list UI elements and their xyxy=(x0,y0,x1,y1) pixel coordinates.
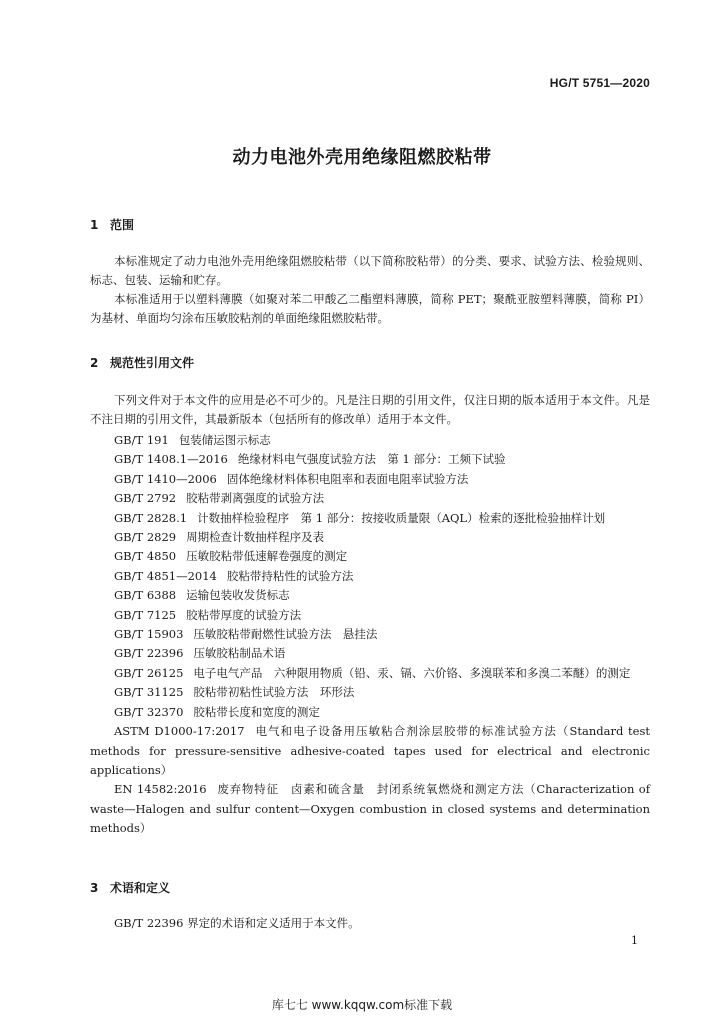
footer-watermark: 库七七 www.kqqw.com标准下载 xyxy=(271,998,453,1012)
standard-code: HG/T 5751—2020 xyxy=(549,76,650,90)
section-number: 3 xyxy=(90,881,99,895)
terms-paragraph: GB/T 22396 界定的术语和定义适用于本文件。 xyxy=(114,916,360,930)
reference-item: GB/T 4851—2014 胶粘带持粘性的试验方法 xyxy=(114,568,354,583)
reference-item: GB/T 32370 胶粘带长度和宽度的测定 xyxy=(114,704,320,719)
reference-item: GB/T 26125 电子电气产品 六种限用物质（铅、汞、镉、六价铬、多溴联苯和多溴二苯醚）的测定 xyxy=(114,665,631,680)
section-1-heading xyxy=(90,216,134,233)
scope-paragraph-2: 本标准适用于以塑料薄膜（如聚对苯二甲酸乙二酯塑料薄膜，简称 PET；聚酰亚胺塑料薄膜，简称 PI）为基材、单面均匀涂布压敏胶粘剂的单面绝缘阻燃胶粘带。 xyxy=(90,292,650,325)
reference-item: GB/T 15903 压敏胶粘带耐燃性试验方法 悬挂法 xyxy=(114,627,378,642)
reference-list xyxy=(90,431,650,839)
reference-item: GB/T 2792 胶粘带剥离强度的试验方法 xyxy=(114,491,325,506)
section-title: 术语和定义 xyxy=(110,881,171,895)
reference-item: GB/T 31125 胶粘带初粘性试验方法 环形法 xyxy=(114,685,355,700)
reference-item: GB/T 7125 胶粘带厚度的试验方法 xyxy=(114,607,302,622)
references-intro: 下列文件对于本文件的应用是必不可少的。凡是注日期的引用文件，仅注日期的版本适用于本文件。凡是不注日期的引用文件，其最新版本（包括所有的修改单）适用于本文件。 xyxy=(90,393,650,426)
reference-item: GB/T 22396 压敏胶粘制品术语 xyxy=(114,646,286,661)
section-title: 规范性引用文件 xyxy=(110,356,195,370)
section-title: 范围 xyxy=(110,218,135,232)
reference-item: GB/T 2828.1 计数抽样检验程序 第 1 部分：按接收质量限（AQL）检索的逐批检验抽样计划 xyxy=(114,510,606,525)
scope-paragraph-1: 本标准规定了动力电池外壳用绝缘阻燃胶粘带（以下简称胶粘带）的分类、要求、试验方法、检验规则、标志、包装、运输和贮存。 xyxy=(90,254,650,287)
document-title: 动力电池外壳用绝缘阻燃胶粘带 xyxy=(232,147,492,168)
section-3-heading xyxy=(90,879,170,896)
reference-item: GB/T 1408.1—2016 绝缘材料电气强度试验方法 第 1 部分：工频下试验 xyxy=(114,452,506,467)
reference-item: GB/T 2829 周期检查计数抽样程序及表 xyxy=(114,530,325,545)
reference-item: GB/T 4850 压敏胶粘带低速解卷强度的测定 xyxy=(114,549,348,564)
section-number: 2 xyxy=(90,356,99,370)
reference-item: EN 14582:2016 废弃物特征 卤素和硫含量 封闭系统氧燃烧和测定方法（Characterization of waste—Halogen and sulfur content—Oxygen combustion in closed systems and determination methods） xyxy=(90,782,650,836)
section-number: 1 xyxy=(90,218,99,232)
reference-item: GB/T 191 包装储运图示标志 xyxy=(114,433,271,447)
reference-item: ASTM D1000-17:2017 电气和电子设备用压敏粘合剂涂层胶带的标准试验方法（Standard test methods for pressure-sensitive adhesive-coated tapes used for electrical and electronic applications） xyxy=(90,724,650,777)
reference-item: GB/T 1410—2006 固体绝缘材料体积电阻率和表面电阻率试验方法 xyxy=(114,471,469,486)
reference-item: GB/T 6388 运输包装收发货标志 xyxy=(114,588,290,603)
page-number: 1 xyxy=(631,934,638,947)
section-2-heading xyxy=(90,354,194,371)
